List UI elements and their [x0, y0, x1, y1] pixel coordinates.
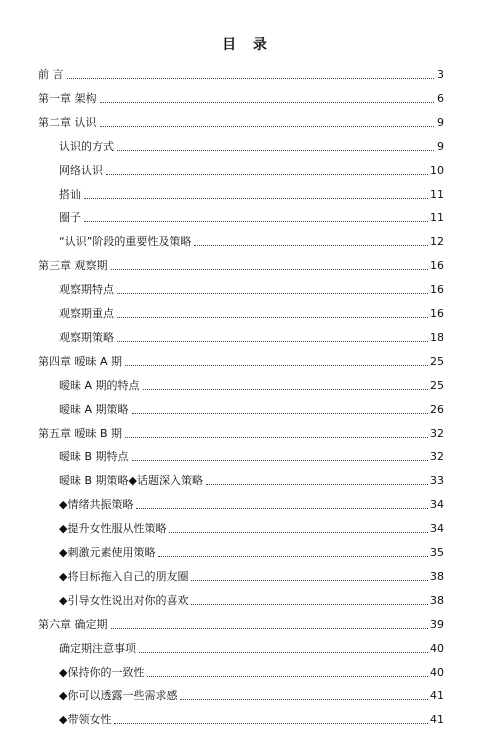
toc-page-number: 16	[430, 259, 444, 273]
toc-entry-title: 暧昧 B 期特点	[59, 450, 129, 464]
dot-leader	[147, 676, 428, 677]
toc-section-entry[interactable]	[59, 518, 444, 536]
toc-section-entry[interactable]	[59, 685, 444, 703]
toc-chapter-entry[interactable]	[38, 88, 444, 106]
toc-section-entry[interactable]	[59, 184, 444, 202]
toc-section-entry[interactable]	[59, 207, 444, 225]
dot-leader	[136, 508, 428, 509]
dot-leader	[125, 365, 428, 366]
dot-leader	[114, 723, 428, 724]
toc-page-number: 6	[437, 91, 444, 105]
toc-page-number: 33	[430, 474, 444, 488]
dot-leader	[111, 269, 429, 270]
toc-page-number: 38	[430, 593, 444, 607]
toc-entry-title: 认识的方式	[59, 139, 114, 153]
toc-entry-title: ◆你可以透露一些需求感	[59, 689, 178, 703]
toc-entry-title: 观察期重点	[59, 307, 114, 320]
toc-section-entry[interactable]	[59, 303, 444, 321]
dot-leader	[67, 78, 435, 79]
toc-entry-title: ◆情绪共振策略	[59, 498, 134, 512]
toc-page-number: 16	[430, 283, 444, 297]
toc-page-number: 32	[430, 450, 444, 464]
toc-section-entry[interactable]	[59, 709, 444, 727]
toc-section-entry[interactable]	[59, 566, 444, 584]
toc-entry-title: 第三章 观察期	[38, 259, 108, 273]
toc-section-entry[interactable]	[59, 590, 444, 608]
toc-page-number: 40	[430, 641, 444, 655]
toc-section-entry[interactable]	[59, 662, 444, 680]
dot-leader	[139, 652, 428, 653]
toc-entry-title: 第四章 暧昧 A 期	[38, 354, 123, 368]
toc-page-number: 40	[430, 665, 444, 679]
toc-page-number: 9	[437, 115, 444, 129]
toc-entry-title: ◆将目标拖入自己的朋友圈	[59, 569, 189, 583]
dot-leader	[132, 413, 428, 414]
toc-entry-title: 暧昧 A 期策略	[59, 402, 129, 416]
toc-section-entry[interactable]	[59, 375, 444, 393]
toc-entry-title: ◆刺激元素使用策略	[59, 546, 156, 559]
toc-section-entry[interactable]	[59, 446, 444, 464]
toc-page-number: 25	[430, 378, 444, 392]
toc-section-entry[interactable]	[59, 494, 444, 512]
toc-page-number: 11	[430, 187, 444, 201]
toc-entry-title: 确定期注意事项	[59, 641, 136, 655]
toc-page-number: 26	[430, 402, 444, 416]
toc-page-number: 25	[430, 354, 444, 368]
dot-leader	[180, 699, 428, 700]
dot-leader	[158, 556, 428, 557]
dot-leader	[111, 628, 429, 629]
toc-page-number: 34	[430, 522, 444, 536]
toc-entry-title: 第一章 架构	[38, 91, 97, 105]
dot-leader	[206, 484, 428, 485]
toc-entry-title: “认识”阶段的重要性及策略	[59, 235, 192, 249]
toc-page-number: 39	[430, 617, 444, 631]
dot-leader	[143, 389, 428, 390]
dot-leader	[100, 126, 435, 127]
toc-page-number: 16	[430, 307, 444, 320]
toc-page-number: 12	[430, 235, 444, 249]
toc-entry-title: ◆保持你的一致性	[59, 665, 145, 679]
toc-page-number: 3	[437, 68, 444, 81]
toc-section-entry[interactable]	[59, 327, 444, 345]
dot-leader	[191, 580, 428, 581]
toc-page-number: 10	[430, 163, 444, 177]
toc-page-number: 11	[430, 211, 444, 225]
toc-chapter-entry[interactable]	[38, 614, 444, 632]
toc-chapter-entry[interactable]	[38, 351, 444, 369]
toc-entry-title: ◆带领女性	[59, 713, 112, 727]
toc-section-entry[interactable]	[59, 279, 444, 297]
toc-section-entry[interactable]	[59, 399, 444, 417]
toc-entry-title: 圈子	[59, 211, 81, 225]
toc-entry-title: 观察期策略	[59, 330, 114, 344]
toc-entry-title: 暧昧 A 期的特点	[59, 378, 140, 392]
toc-page-number: 41	[430, 713, 444, 727]
toc-section-entry[interactable]	[59, 542, 444, 560]
toc-page-number: 34	[430, 498, 444, 512]
toc-chapter-entry[interactable]	[38, 112, 444, 130]
toc-section-entry[interactable]	[59, 470, 444, 488]
toc-entry-title: 观察期特点	[59, 283, 114, 297]
toc-chapter-entry[interactable]	[38, 64, 444, 82]
toc-entry-title: 暧昧 B 期策略◆话题深入策略	[59, 474, 203, 488]
toc-entry-title: ◆提升女性服从性策略	[59, 522, 167, 536]
toc-section-entry[interactable]	[59, 160, 444, 178]
toc-chapter-entry[interactable]	[38, 255, 444, 273]
toc-entry-title: 第六章 确定期	[38, 617, 108, 631]
toc-section-entry[interactable]	[59, 231, 444, 249]
toc-page-number: 32	[430, 426, 444, 440]
toc-chapter-entry[interactable]	[38, 423, 444, 441]
dot-leader	[84, 221, 428, 222]
dot-leader	[117, 317, 428, 318]
toc-entry-title: 网络认识	[59, 163, 103, 177]
toc-entry-title: 搭讪	[59, 187, 81, 201]
dot-leader	[117, 293, 428, 294]
toc-entry-title: 第五章 暧昧 B 期	[38, 426, 123, 440]
toc-page-number: 9	[437, 139, 444, 153]
dot-leader	[191, 604, 428, 605]
toc-entry-title: 前 言	[38, 68, 64, 81]
toc-section-entry[interactable]	[59, 638, 444, 656]
dot-leader	[169, 532, 428, 533]
dot-leader	[125, 437, 428, 438]
toc-page-number: 41	[430, 689, 444, 703]
dot-leader	[194, 245, 428, 246]
toc-entry-title: 第二章 认识	[38, 115, 97, 129]
toc-page-number: 35	[430, 546, 444, 559]
toc-title: 目 录	[222, 37, 273, 53]
dot-leader	[100, 102, 435, 103]
dot-leader	[84, 198, 428, 199]
toc-section-entry[interactable]	[59, 136, 444, 154]
dot-leader	[106, 174, 428, 175]
toc-page-number: 38	[430, 569, 444, 583]
dot-leader	[132, 460, 428, 461]
toc-page-number: 18	[430, 330, 444, 344]
dot-leader	[117, 341, 428, 342]
toc-entry-title: ◆引导女性说出对你的喜欢	[59, 593, 189, 607]
dot-leader	[117, 150, 434, 151]
